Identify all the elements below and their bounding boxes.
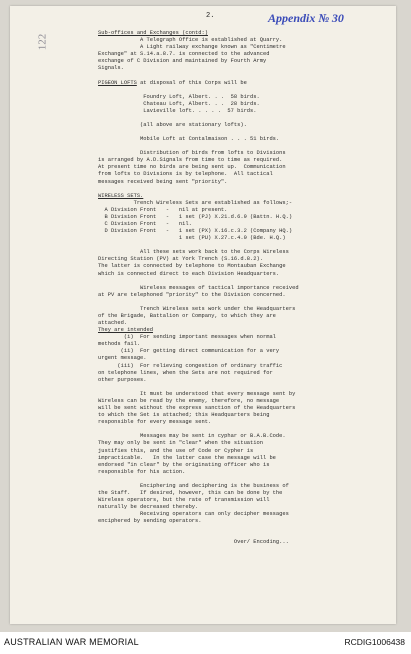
text-line: (iii) For relieving congestion of ordinary traffic — [98, 362, 283, 369]
line-gap — [98, 87, 388, 94]
text-line: A Telegraph Office is established at Quarry. — [98, 37, 283, 44]
text-line: Directing Station (PV) at York Trench (S.16.d.8.2). — [98, 256, 263, 263]
line-gap — [98, 186, 388, 193]
text-line: responsible for his action. — [98, 468, 186, 475]
text-line: the Staff. If desired, however, this can be done by the — [98, 489, 283, 496]
text-line: Foundry Loft, Albert. . . 58 birds. — [98, 93, 260, 100]
text-line: All these sets work back to the Corps Wireless — [98, 249, 289, 256]
line-gap — [98, 532, 388, 539]
page-number: 2. — [206, 12, 215, 20]
line-gap — [98, 299, 388, 306]
text-line: on telephone lines, when the Sets are not required for — [98, 369, 273, 376]
line-gap — [98, 73, 388, 80]
line-gap — [98, 115, 388, 122]
text-line: At present time no birds are being sent up. Communication — [98, 164, 286, 171]
text-line: Messages may be sent in cyphar or B.A.B.Code. — [98, 433, 286, 440]
text-line: Enciphering and deciphering is the business of — [98, 482, 289, 489]
text-line: 1 set (PU) X.27.c.4.0 (Bde. H.Q.) — [98, 235, 286, 242]
text-line: B Division Front - 1 set (PJ) X.21.d.6.9 (Battn. H.Q.) — [98, 213, 293, 220]
text-line: (ii) For getting direct communication for a very — [98, 348, 280, 355]
document-body — [98, 30, 388, 547]
text-line: Signals. — [98, 65, 124, 72]
text-line: Wireless operators, but the rate of transmission will — [98, 497, 270, 504]
section-heading: Sub-offices and Exchanges (contd:) — [98, 30, 208, 36]
text-line: attached. — [98, 320, 128, 326]
text-line: exchange of C Division and maintained by Fourth Army — [98, 58, 267, 65]
text-line: Exchange" at S.14.a.8.7. is connected to the advanced — [98, 51, 270, 58]
section-heading: They are intended — [98, 327, 153, 334]
text-line: is arranged by A.D.Signals from time to time as required. — [98, 157, 283, 164]
text-line: (i) For sending important messages when normal — [98, 334, 276, 341]
text-line: C Division Front - nil. — [98, 220, 192, 227]
text-line: (all above are stationary lofts). — [98, 121, 247, 128]
section-heading: PIGEON LOFTS — [98, 79, 137, 86]
text-line: to which the Set is attached; this Headquarters being — [98, 412, 270, 419]
line-gap — [98, 143, 388, 150]
text-line: Chateau Loft, Albert. . . 28 birds. — [98, 100, 260, 107]
text-line: of the Brigade, Battalion or Company, to which they are — [98, 312, 276, 319]
text-line: Wireless messages of tactical importance received — [98, 284, 299, 291]
line-gap — [98, 426, 388, 433]
text-line: A Division Front - nil at present. — [98, 206, 228, 213]
text-line: A Light railway exchange known as "Centimetre — [98, 44, 286, 51]
text-line: PIGEON LOFTS at disposal of this Corps will be — [98, 79, 247, 86]
line-gap — [98, 129, 388, 136]
text-line: Mobile Loft at Contalmaison . . . 51 birds. — [98, 136, 280, 143]
appendix-number: 30 — [331, 11, 344, 25]
text-line: naturally be decreased thereby. — [98, 504, 199, 511]
text-line: will be sent without the express sanction of the Headquarters — [98, 405, 296, 412]
text-line: Trench Wireless Sets are established as follows;- — [98, 199, 293, 206]
text-line: D Division Front - 1 set (PX) X.16.c.3.2 (Company HQ.) — [98, 228, 293, 235]
line-gap — [98, 278, 388, 285]
line-gap — [98, 476, 388, 483]
text-line: Distribution of birds from lofts to Divisions — [98, 150, 286, 157]
text-line: Wireless can be read by the enemy, therefore, no message — [98, 397, 280, 404]
text-line: responsible for every message sent. — [98, 419, 212, 426]
text-line: They may only be sent in "clear" when the situation — [98, 440, 263, 447]
text-line: methods fail. — [98, 341, 141, 348]
text-line — [98, 193, 388, 200]
text-line: impracticable. In the latter case the message will be — [98, 454, 276, 461]
text-line: Over/ Encoding... — [98, 539, 289, 546]
text-line: Receiving operators can only decipher messages — [98, 511, 289, 518]
margin-handwritten-number: 122 — [36, 33, 49, 51]
text-line: justifies this, and the use of Code or Cypher is — [98, 447, 254, 454]
document-page — [10, 6, 396, 624]
text-line — [98, 30, 388, 37]
archive-reference: RCDIG1006438 — [344, 637, 405, 647]
line-gap — [98, 384, 388, 391]
archive-footer — [0, 632, 411, 654]
text-line: urgent message. — [98, 355, 147, 362]
text-line: messages received being sent "priority". — [98, 178, 228, 185]
text-line: at PV are telephoned "priority" to the Division concerned. — [98, 291, 286, 298]
text-line: which is connected direct to each Division Headquarters. — [98, 270, 280, 277]
text-line: The latter is connected by telephone to Montauban Exchange — [98, 263, 286, 270]
appendix-label: Appendix № — [268, 11, 330, 25]
line-gap — [98, 242, 388, 249]
appendix-annotation — [268, 11, 344, 26]
text-line: endorsed "in clear" by the originating officer who is — [98, 461, 270, 468]
text-line: other purposes. — [98, 376, 147, 383]
line-gap — [98, 525, 388, 532]
section-heading: WIRELESS SETS. — [98, 192, 144, 199]
text-line: Trench Wireless sets work under the Headquarters — [98, 305, 296, 312]
archive-name: AUSTRALIAN WAR MEMORIAL — [4, 637, 139, 647]
text-line: Lavieville loft. . . . . 57 birds. — [98, 107, 257, 114]
text-line: from lofts to Divisions is by telephone. All tactical — [98, 171, 273, 178]
text-line — [98, 327, 388, 334]
text-line: enciphered by sending operators. — [98, 518, 202, 525]
text-line: It must be understood that every message sent by — [98, 390, 296, 397]
